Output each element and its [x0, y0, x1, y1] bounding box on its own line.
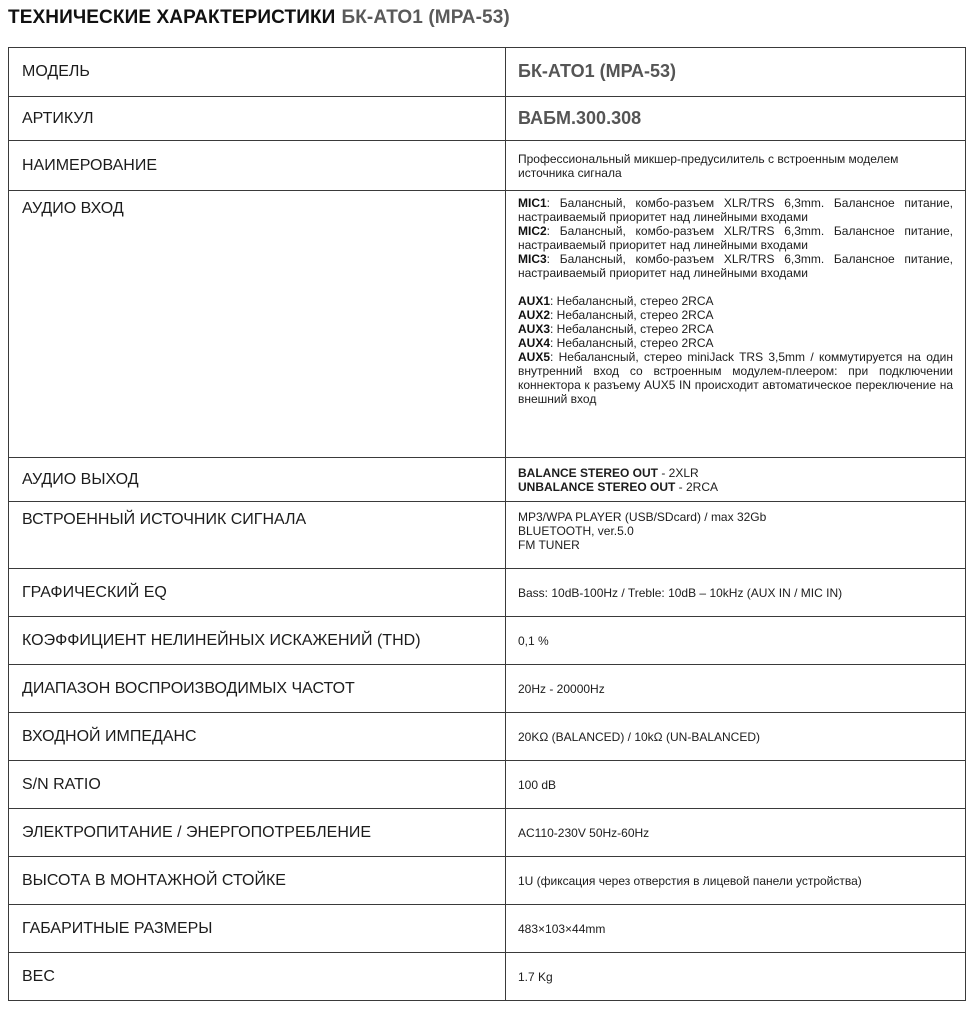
- source-line-2: BLUETOOTH, ver.5.0: [518, 524, 634, 538]
- row-label: ГРАФИЧЕСКИЙ EQ: [9, 569, 506, 617]
- row-label: МОДЕЛЬ: [9, 48, 506, 97]
- table-row-model: [9, 48, 966, 97]
- dims-value: 483×103×44mm: [506, 905, 966, 953]
- table-row-impedance: [9, 713, 966, 761]
- sn-value: 100 dB: [506, 761, 966, 809]
- title-model: БК-АТО1 (МРА-53): [341, 7, 510, 28]
- rack-value: 1U (фиксация через отверстия в лицевой панели устройства): [506, 857, 966, 905]
- row-label: ВСТРОЕННЫЙ ИСТОЧНИК СИГНАЛА: [9, 502, 506, 569]
- table-row-thd: [9, 617, 966, 665]
- weight-value: 1.7 Kg: [506, 953, 966, 1001]
- table-row-power: [9, 809, 966, 857]
- row-label: ВХОДНОЙ ИМПЕДАНС: [9, 713, 506, 761]
- row-label: АУДИО ВХОД: [9, 191, 506, 458]
- thd-value: 0,1 %: [506, 617, 966, 665]
- row-label: АУДИО ВЫХОД: [9, 458, 506, 502]
- table-row-name: [9, 141, 966, 191]
- specs-table: [8, 47, 966, 1001]
- model-value: БК-АТО1 (МРА-53): [518, 61, 677, 81]
- audio-out-line-1: BALANCE STEREO OUT - 2XLR: [518, 465, 699, 480]
- table-row-audio-out: [9, 458, 966, 502]
- table-row-article: [9, 97, 966, 141]
- source-line-3: FM TUNER: [518, 538, 580, 552]
- mic1-line: MIC1: Балансный, комбо-разъем XLR/TRS 6,3mm. Балансное питание, настраиваемый приоритет над линейными входами: [518, 196, 953, 224]
- row-label: ДИАПАЗОН ВОСПРОИЗВОДИМЫХ ЧАСТОТ: [9, 665, 506, 713]
- row-label: ЭЛЕКТРОПИТАНИЕ / ЭНЕРГОПОТРЕБЛЕНИЕ: [9, 809, 506, 857]
- row-label: ГАБАРИТНЫЕ РАЗМЕРЫ: [9, 905, 506, 953]
- name-value: Профессиональный микшер-предусилитель с встроенным моделем источника сигнала: [506, 141, 966, 191]
- title-main: ТЕХНИЧЕСКИЕ ХАРАКТЕРИСТИКИ: [8, 7, 336, 28]
- row-label: ВЕС: [9, 953, 506, 1001]
- row-label: S/N RATIO: [9, 761, 506, 809]
- mic3-line: MIC3: Балансный, комбо-разъем XLR/TRS 6,3mm. Балансное питание, настраиваемый приоритет над линейными входами: [518, 252, 953, 280]
- page-title: [8, 7, 510, 29]
- source-line-1: MP3/WPA PLAYER (USB/SDcard) / max 32Gb: [518, 510, 767, 524]
- audio-in-value: [506, 191, 966, 458]
- table-row-audio-in: [9, 191, 966, 458]
- table-row-rack: [9, 857, 966, 905]
- impedance-value: 20KΩ (BALANCED) / 10kΩ (UN-BALANCED): [506, 713, 966, 761]
- aux3-line: AUX3: Небалансный, стерео 2RCA: [518, 322, 714, 336]
- row-label: НАИМЕРОВАНИЕ: [9, 141, 506, 191]
- row-label: КОЭФФИЦИЕНТ НЕЛИНЕЙНЫХ ИСКАЖЕНИЙ (THD): [9, 617, 506, 665]
- audio-out-value: [506, 458, 966, 502]
- table-row-freq: [9, 665, 966, 713]
- table-row-source: [9, 502, 966, 569]
- audio-out-line-2: UNBALANCE STEREO OUT - 2RCA: [518, 479, 719, 494]
- aux4-line: AUX4: Небалансный, стерео 2RCA: [518, 336, 714, 350]
- row-label: ВЫСОТА В МОНТАЖНОЙ СТОЙКЕ: [9, 857, 506, 905]
- eq-value: Bass: 10dB-100Hz / Treble: 10dB – 10kHz (AUX IN / MIC IN): [506, 569, 966, 617]
- freq-value: 20Hz - 20000Hz: [506, 665, 966, 713]
- article-value: ВАБМ.300.308: [518, 107, 642, 128]
- table-row-sn: [9, 761, 966, 809]
- table-row-dims: [9, 905, 966, 953]
- mic2-line: MIC2: Балансный, комбо-разъем XLR/TRS 6,3mm. Балансное питание, настраиваемый приоритет над линейными входами: [518, 224, 953, 252]
- source-value: [506, 502, 966, 569]
- aux1-line: AUX1: Небалансный, стерео 2RCA: [518, 294, 714, 308]
- power-value: AC110-230V 50Hz-60Hz: [506, 809, 966, 857]
- aux5-line: AUX5: Небалансный, стерео miniJack TRS 3,5mm / коммутируется на один внутренний вход со встроенным модулем-плеером: при подключении коннектора к разъему AUX5 IN происходит автоматическое переключение на внешний вход: [518, 350, 953, 406]
- table-row-eq: [9, 569, 966, 617]
- table-row-weight: [9, 953, 966, 1001]
- aux2-line: AUX2: Небалансный, стерео 2RCA: [518, 308, 714, 322]
- row-label: АРТИКУЛ: [9, 97, 506, 141]
